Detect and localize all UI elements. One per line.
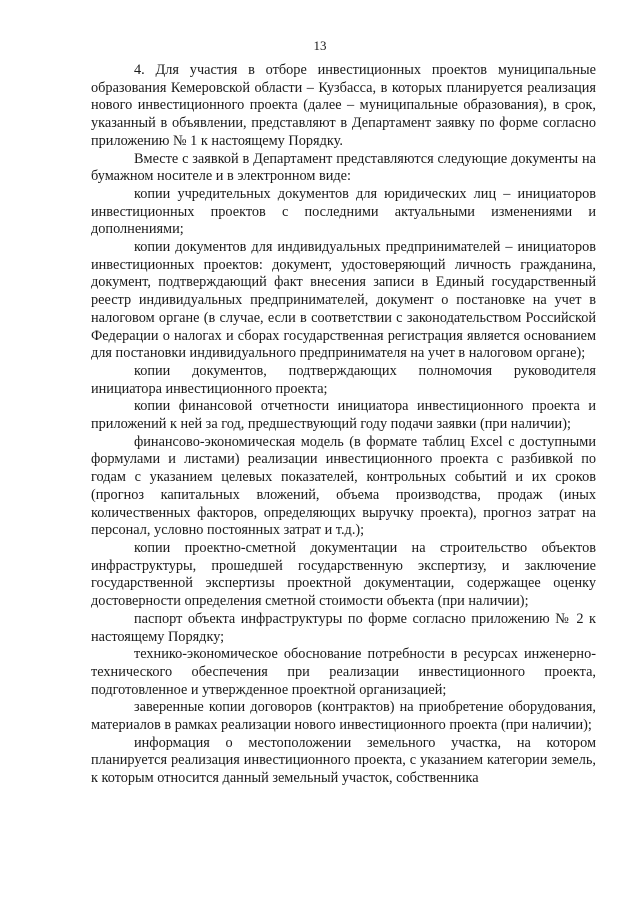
paragraph-item-4: 4. Для участия в отборе инвестиционных проектов муниципальные образования Кемеровской области – Кузбасса, в которых планируется реализация нового инвестиционного проекта (далее – муниципальные образования), в срок, указанный в объявлении, представляют в Департамент заявку по форме согласно приложению № 1 к настоящему Порядку. [91, 62, 596, 149]
paragraph-documents-intro: Вместе с заявкой в Департамент представляются следующие документы на бумажном носителе и в электронном виде: [91, 150, 596, 185]
list-item-financial-statements: копии финансовой отчетности инициатора инвестиционного проекта и приложений к ней за год, предшествующий году подачи заявки (при наличии); [91, 398, 596, 433]
list-item-authority-documents: копии документов, подтверждающих полномочия руководителя инициатора инвестиционного проекта; [91, 362, 596, 397]
list-item-feasibility-study: технико-экономическое обоснование потребности в ресурсах инженерно-технического обеспечения при реализации инвестиционного проекта, подготовленное и утвержденное проектной организацией; [91, 646, 596, 698]
list-item-infrastructure-passport: паспорт объекта инфраструктуры по форме согласно приложению № 2 к настоящему Порядку; [91, 610, 596, 645]
list-item-design-estimate-documentation: копии проектно-сметной документации на строительство объектов инфраструктуры, прошедшей государственную экспертизу, и заключение государственной экспертизы проектной документации, содержащее оценку достоверности определения сметной стоимости объекта (при наличии); [91, 539, 596, 610]
document-body [91, 62, 596, 788]
list-item-land-plot-information: информация о местоположении земельного участка, на котором планируется реализация инвестиционного проекта, с указанием категории земель, к которым относится данный земельный участок, собственника [91, 734, 596, 787]
list-item-contract-copies: заверенные копии договоров (контрактов) на приобретение оборудования, материалов в рамках реализации нового инвестиционного проекта (при наличии); [91, 699, 596, 734]
page-number: 13 [313, 38, 327, 53]
list-item-founding-documents: копии учредительных документов для юридических лиц – инициаторов инвестиционных проектов с последними актуальными изменениями и дополнениями; [91, 185, 596, 238]
list-item-financial-model: финансово-экономическая модель (в формате таблиц Excel с доступными формулами и листами) реализации инвестиционного проекта с разбивкой по годам с указанием целевых показателей, контрольных событий и их сроков (прогноз капитальных вложений, объема производства, продаж (иных количественных факторов, определяющих выручку проекта), прогноз затрат на персонал, условно постоянных затрат и т.д.); [91, 433, 596, 539]
list-item-entrepreneur-documents: копии документов для индивидуальных предпринимателей – инициаторов инвестиционных проектов: документ, удостоверяющий личность гражданина, документ, подтверждающий факт внесения записи в Единый государственный реестр индивидуальных предпринимателей, документ о постановке на учет в налоговом органе (в случае, если в соответствии с законодательством Российской Федерации о налогах и сборах государственная регистрация является основанием для постановки индивидуального предпринимателя на учет в налоговом органе); [91, 239, 596, 362]
